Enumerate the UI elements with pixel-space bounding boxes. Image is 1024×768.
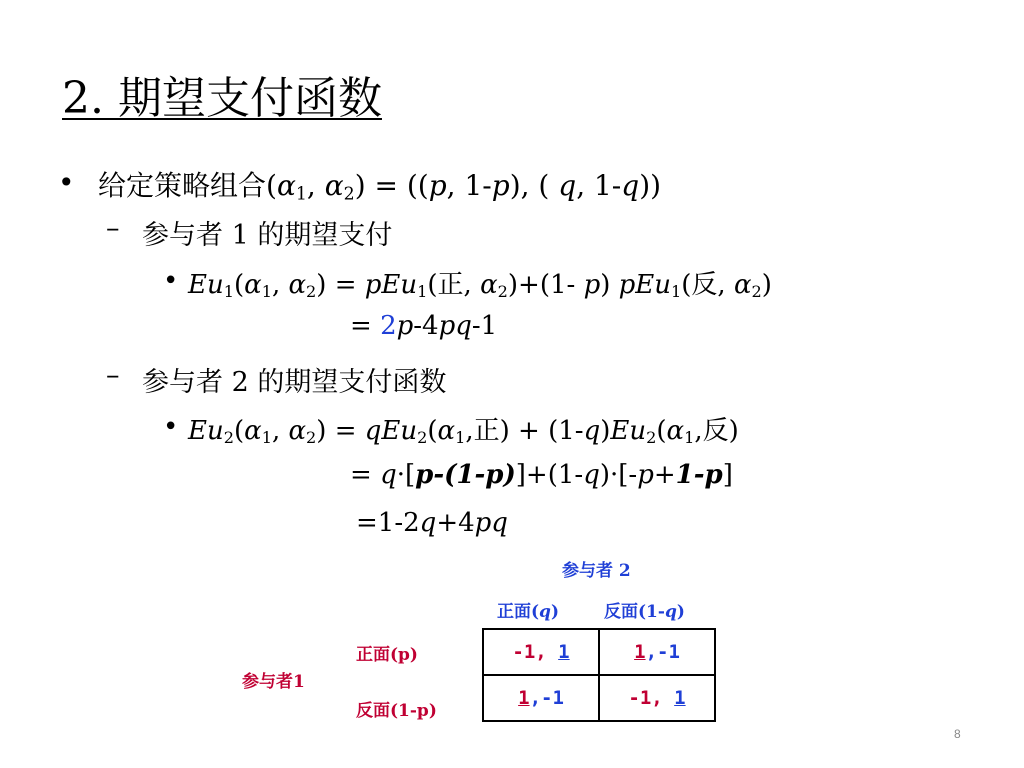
payoff-matrix [482, 628, 716, 722]
dash-marker: – [106, 360, 120, 391]
page-number: 8 [954, 727, 961, 741]
eq2-line3: =1-2q+4pq [356, 508, 508, 538]
bullet-dot-small: • [163, 412, 179, 442]
eq1-line1: $Eu_1(\alpha_1$, $\alpha_2) = pEu_1$(正, $\alpha_2)+(1-$ p) pEu$_1$(反, $\alpha_2$) [188, 270, 772, 302]
table-row [483, 675, 715, 721]
slide-title: 2. 期望支付函数 [62, 73, 382, 124]
eq1-line2: = 2p-4pq-1 [350, 311, 498, 341]
bullet-dot: • [58, 166, 75, 199]
table-row [483, 629, 715, 675]
payoff-cell-tails-tails: -1, 1 [599, 675, 715, 721]
player2-label: 参与者 2 [562, 561, 631, 581]
dash-marker: – [106, 213, 120, 244]
player1-label: 参与者1 [242, 672, 305, 692]
player1-heading: 参与者 1 的期望支付 [142, 220, 393, 251]
col-tails-label: 反面(1-q) [604, 602, 685, 622]
payoff-cell-tails-heads: 1,-1 [483, 675, 599, 721]
strategy-profile-line: 给定策略组合($\alpha_1$, $\alpha_2) = ((p$, 1-p), ( q, 1-q)) [98, 169, 662, 205]
eq2-line1: $Eu_2(\alpha_1$, $\alpha_2) = qEu_2(\alpha_1$,正) + $(1-q)Eu_2(\alpha_1$,反) [188, 416, 739, 448]
player2-heading: 参与者 2 的期望支付函数 [142, 367, 447, 398]
payoff-cell-heads-tails: 1,-1 [599, 629, 715, 675]
row-tails-label: 反面(1-p) [356, 701, 437, 721]
payoff-cell-heads-heads: -1, 1 [483, 629, 599, 675]
eq2-line2: = q·[p-(1-p)]+(1-q)·[-p+1-p] [350, 460, 733, 490]
row-heads-label: 正面(p) [356, 645, 418, 665]
col-heads-label: 正面(q) [497, 602, 559, 622]
bullet-dot-small: • [163, 266, 179, 296]
